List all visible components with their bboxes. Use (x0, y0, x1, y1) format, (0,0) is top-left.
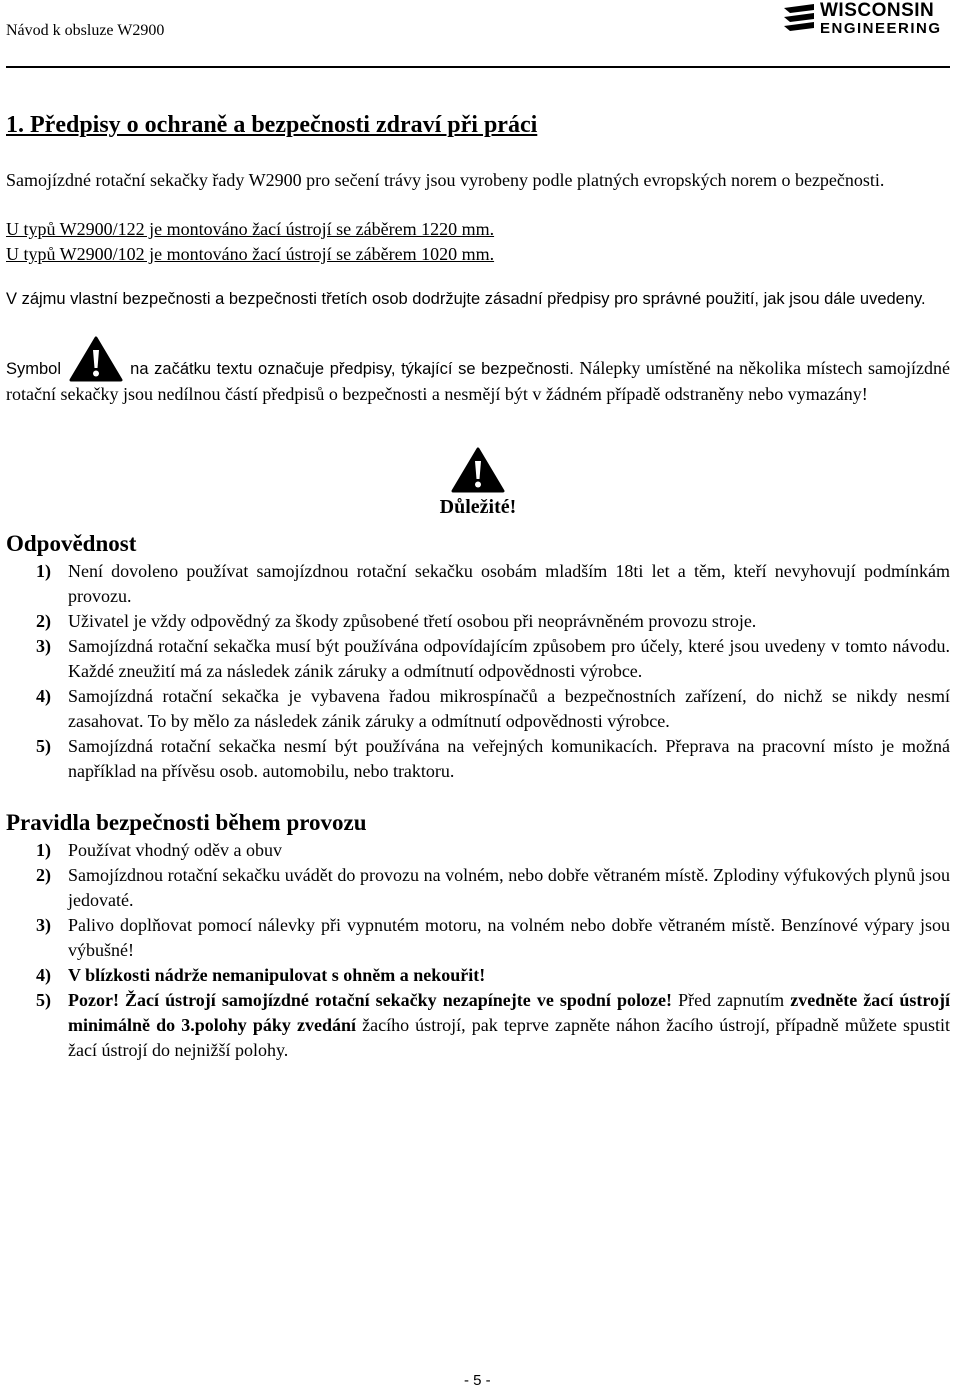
warning-triangle-icon (69, 336, 123, 382)
item-text: Samojízdná rotační sekačka nesmí být používána na veřejných komunikacích. Přeprava na pracovní místo je možná například na přívěsu osob. automobilu, nebo traktoru. (68, 736, 950, 781)
list-item (6, 559, 950, 609)
item-text: Uživatel je vždy odpovědný za škody způsobené třetí osobou při neoprávněném provozu stroje. (68, 611, 757, 631)
item-number: 4) (36, 965, 51, 985)
item-text: V blízkosti nádrže nemanipulovat s ohněm a nekouřit! (68, 965, 486, 985)
item-text: Samojízdná rotační sekačka musí být používána odpovídajícím způsobem pro účely, které jsou uvedeny v tomto návodu. Každé zneužití má za následek zánik záruky a odmítnutí odpovědnosti výrobce. (68, 636, 950, 681)
type-122-line: U typů W2900/122 je montováno žací ústrojí se záběrem 1220 mm. (6, 219, 495, 239)
item-text: žacího ústrojí, pak teprve zapněte náhon žacího ústrojí, případně můžete spustit žací ústrojí do nejnižší polohy. (68, 1015, 950, 1060)
symbol-prefix: Symbol (6, 360, 62, 378)
item-text-bold: Pozor! Žací ústrojí samojízdné rotační sekačky nezapínejte ve spodní poloze! (68, 990, 672, 1010)
list-item (6, 609, 950, 634)
symbol-rest: Nálepky umístěné na několika místech samojízdné rotační sekačky jsou nedílnou částí předpisů o bezpečnosti a nesmějí být v žádném případě odstraněny nebo vymazány! (6, 358, 951, 404)
list-item (6, 913, 950, 963)
logo-line1: WISCONSIN (820, 0, 935, 21)
symbol-paragraph (6, 336, 950, 407)
list-item (6, 634, 950, 684)
item-text: Používat vhodný oděv a obuv (68, 840, 282, 860)
operation-rules-list (6, 838, 950, 1063)
important-notice (6, 447, 950, 519)
operation-rules-heading: Pravidla bezpečnosti během provozu (6, 810, 367, 835)
header-divider (6, 66, 950, 68)
important-label: Důležité! (439, 496, 517, 518)
item-text-bold: zvedněte žací ústrojí minimálně do 3.polohy páky zvedání (68, 990, 950, 1035)
warning-triangle-icon (451, 447, 505, 493)
intro-paragraph: Samojízdné rotační sekačky řady W2900 pro sečení trávy jsou vyrobeny podle platných evropských norem o bezpečnosti. (6, 170, 885, 190)
item-number: 1) (36, 840, 51, 860)
logo-emblem-icon (782, 2, 816, 36)
symbol-description: na začátku textu označuje předpisy, týkající se bezpečnosti. (130, 360, 574, 378)
item-text: Samojízdná rotační sekačka je vybavena řadou mikrospínačů a bezpečnostních zařízení, do nichž se nikdy nesmí zasahovat. To by mělo za následek zánik záruky a odmítnutí odpovědnosti výrobce. (68, 686, 950, 731)
logo-line2: ENGINEERING (820, 20, 942, 37)
item-text: Samojízdnou rotační sekačku uvádět do provozu na volném, nebo dobře větraném místě. Zplodiny výfukových plynů jsou jedovaté. (68, 865, 950, 910)
page-number: - 5 - (464, 1372, 491, 1389)
item-text: Palivo doplňovat pomocí nálevky při vypnutém motoru, na volném nebo dobře větraném místě. Benzínové výpary jsou výbušné! (68, 915, 950, 960)
item-text: Před zapnutím (672, 990, 791, 1010)
item-number: 5) (36, 736, 51, 756)
type-102-line: U typů W2900/102 je montováno žací ústrojí se záběrem 1020 mm. (6, 244, 495, 264)
list-item (6, 684, 950, 734)
item-text: Není dovoleno používat samojízdnou rotační sekačku osobám mladším 18ti let a těm, kteří nevyhovují podmínkám provozu. (68, 561, 950, 606)
list-item (6, 863, 950, 913)
company-logo (782, 0, 942, 40)
page-content (6, 108, 950, 1063)
page-header (6, 0, 942, 62)
document-title: Návod k obsluze W2900 (6, 22, 165, 39)
item-number: 4) (36, 686, 51, 706)
item-number: 5) (36, 990, 51, 1010)
list-item (6, 988, 950, 1063)
list-item (6, 838, 950, 863)
item-number: 2) (36, 611, 51, 631)
responsibility-list (6, 559, 950, 784)
section-title: 1. Předpisy o ochraně a bezpečnosti zdraví při práci (6, 112, 538, 138)
interest-paragraph: V zájmu vlastní bezpečnosti a bezpečnosti třetích osob dodržujte zásadní předpisy pro správné použití, jak jsou dále uvedeny. (6, 290, 926, 308)
item-number: 2) (36, 865, 51, 885)
item-number: 3) (36, 636, 51, 656)
item-number: 1) (36, 561, 51, 581)
responsibility-heading: Odpovědnost (6, 531, 137, 556)
list-item (6, 963, 950, 988)
item-number: 3) (36, 915, 51, 935)
list-item (6, 734, 950, 784)
